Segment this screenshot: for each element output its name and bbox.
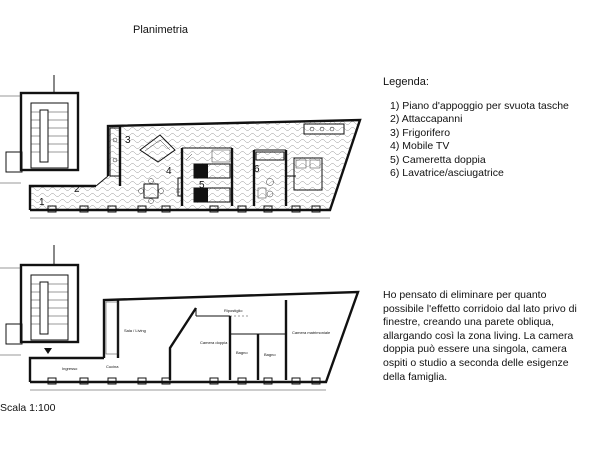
plan-marker: 3 [125,135,131,146]
plan-furnished [0,75,360,218]
room-label: Camera doppia [200,340,228,345]
stairwell-bottom [0,245,78,355]
plan-marker: 6 [254,164,260,175]
legend-item: 3) Frigorifero [390,126,451,139]
room-label: Ingresso [62,366,78,371]
plan-marker: 5 [199,180,205,191]
scale-label: Scala 1:100 [0,402,56,414]
legend-item: 5) Cameretta doppia [390,153,486,166]
room-label: Bagno [264,352,276,357]
legend-item: 2) Attaccapanni [390,113,463,126]
plan-marker: 4 [166,166,172,177]
plan-rooms [0,245,358,390]
legend-item: 4) Mobile TV [390,140,450,153]
room-label: Cucina [106,364,119,369]
entrance-arrow-icon [44,348,52,354]
legend-title: Legenda: [383,76,429,88]
legend-item: 6) Lavatrice/asciugatrice [390,167,504,180]
page-title: Planimetria [133,24,189,36]
room-label: Sala / Living [124,328,146,333]
plan-marker: 2 [74,184,80,195]
stairwell-top [0,75,78,183]
plan-marker: 1 [39,197,45,208]
legend-item: 1) Piano d'appoggio per svuota tasche [390,100,569,112]
room-label: Ripostiglio [224,308,243,313]
description-text: Ho pensato di eliminare per quanto possibile l'effetto corridoio dal lato privo di finestre, creando una parete obliqua, allargando così la zona living. La camera doppia può essere una singola, camera ospiti o studio a seconda delle esigenze della famiglia. [383,289,577,383]
room-label: Camera matrimoniale [292,330,331,335]
room-label: Bagno [236,350,248,355]
